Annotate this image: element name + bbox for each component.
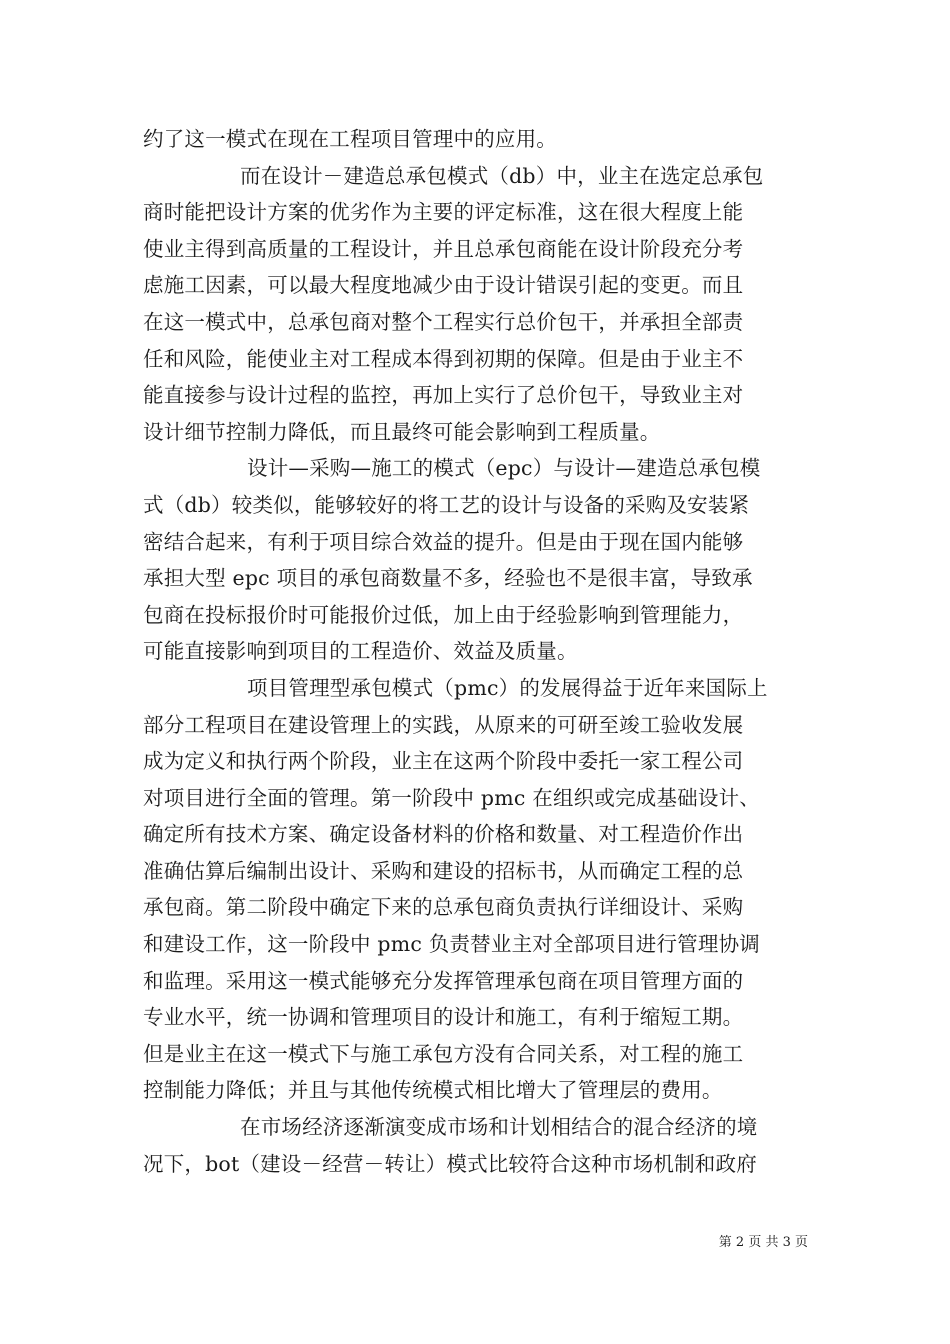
text-line: 设计细节控制力降低，而且最终可能会影响到工程质量。 [143, 419, 661, 444]
paragraph-first-line: 在市场经济逐渐演变成市场和计划相结合的混合经济的境 [240, 1115, 758, 1140]
paragraph-first-line: 而在设计－建造总承包模式（db）中，业主在选定总承包 [240, 163, 764, 188]
text-line: 包商在投标报价时可能报价过低，加上由于经验影响到管理能力， [143, 602, 744, 627]
text-line: 承包商。第二阶段中确定下来的总承包商负责执行详细设计、采购 [143, 895, 744, 920]
text-line: 况下，bot（建设－经营－转让）模式比较符合这种市场机制和政府 [143, 1151, 757, 1176]
text-line: 对项目进行全面的管理。第一阶段中 pmc 在组织或完成基础设计、 [143, 785, 760, 810]
text-line: 能直接参与设计过程的监控，再加上实行了总价包干，导致业主对 [143, 383, 744, 408]
text-line: 但是业主在这一模式下与施工承包方没有合同关系，对工程的施工 [143, 1041, 744, 1066]
page-number-footer: 第 2 页 共 3 页 [718, 1235, 808, 1250]
text-line: 和监理。采用这一模式能够充分发挥管理承包商在项目管理方面的 [143, 968, 744, 993]
paragraph-first-line: 设计—采购—施工的模式（epc）与设计—建造总承包模 [247, 456, 761, 481]
text-line: 虑施工因素，可以最大程度地减少由于设计错误引起的变更。而且 [143, 273, 744, 298]
text-line: 任和风险，能使业主对工程成本得到初期的保障。但是由于业主不 [143, 346, 744, 371]
text-line: 密结合起来，有利于项目综合效益的提升。但是由于现在国内能够 [143, 529, 744, 554]
paragraph-first-line: 项目管理型承包模式（pmc）的发展得益于近年来国际上 [247, 675, 768, 700]
document-body [143, 121, 809, 1182]
text-line: 承担大型 epc 项目的承包商数量不多，经验也不是很丰富，导致承 [143, 566, 753, 591]
text-line: 成为定义和执行两个阶段，业主在这两个阶段中委托一家工程公司 [143, 749, 744, 774]
text-line: 准确估算后编制出设计、采购和建设的招标书，从而确定工程的总 [143, 858, 744, 883]
text-line: 式（db）较类似，能够较好的将工艺的设计与设备的采购及安装紧 [143, 492, 750, 517]
text-line: 和建设工作，这一阶段中 pmc 负责替业主对全部项目进行管理协调 [143, 932, 760, 957]
text-line: 使业主得到高质量的工程设计，并且总承包商能在设计阶段充分考 [143, 236, 744, 261]
text-line: 可能直接影响到项目的工程造价、效益及质量。 [143, 639, 578, 664]
text-line: 部分工程项目在建设管理上的实践，从原来的可研至竣工验收发展 [143, 712, 744, 737]
text-line: 专业水平，统一协调和管理项目的设计和施工，有利于缩短工期。 [143, 1005, 744, 1030]
text-line: 商时能把设计方案的优劣作为主要的评定标准，这在很大程度上能 [143, 200, 744, 225]
text-line: 约了这一模式在现在工程项目管理中的应用。 [143, 127, 557, 151]
text-line: 确定所有技术方案、确定设备材料的价格和数量、对工程造价作出 [143, 822, 744, 847]
text-line: 在这一模式中，总承包商对整个工程实行总价包干，并承担全部责 [143, 309, 744, 334]
text-line: 控制能力降低；并且与其他传统模式相比增大了管理层的费用。 [143, 1078, 723, 1103]
